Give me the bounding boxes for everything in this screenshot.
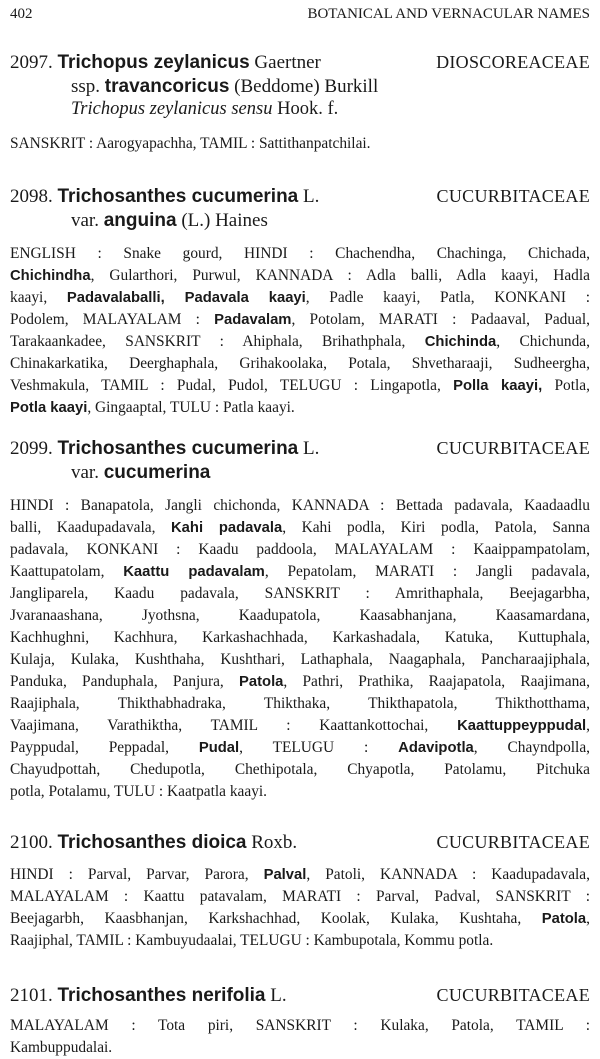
rank-prefix: var. [71,210,99,231]
vernacular-text: , Patoli, KANNADA : Kaadupadavala, [306,866,590,883]
vernacular-text: , Chayndpolla, [473,739,590,756]
vernacular-names [10,864,590,952]
entry-2098 [10,184,590,419]
text-line [10,649,590,671]
vernacular-text: , [586,910,590,927]
family-name: CUCURBITACEAE [436,438,590,458]
species-name: Trichosanthes cucumerina [57,438,299,459]
infraspecific-name: travancoricus [104,76,230,97]
species-name: Trichosanthes dioica [57,832,247,853]
entry-2101 [10,983,590,1059]
text-line [10,539,590,561]
page-number: 402 [10,6,33,22]
text-line [10,759,590,781]
entry-heading [10,436,590,461]
vernacular-names [10,243,590,419]
vernacular-text: Veshmakula, TAMIL : Pudal, Pudol, TELUGU : Lingapotla, [10,377,454,394]
vernacular-text: Chayudpottah, Chedupotla, Chethipotala, Chyapotla, Patolamu, Pitchuka [10,761,590,778]
primary-vernacular-name: Palval [263,867,307,883]
vernacular-text: Vaajimana, Varathiktha, TAMIL : Kaattankottochai, [10,717,458,734]
text-line [10,375,590,397]
vernacular-text: , Potolam, MARATI : Padaaval, Padual, [291,311,590,328]
primary-vernacular-name: Kaattuppeyppudal [457,718,587,734]
synonym-line [10,98,590,121]
primary-vernacular-name: Polla kaayi, [453,378,543,394]
vernacular-text: MALAYALAM : Tota piri, SANSKRIT : Kulaka, Patola, TAMIL : [10,1017,590,1034]
primary-vernacular-name: Padavalaballi, Padavala kaayi [66,290,306,306]
vernacular-text: , Pathri, Prathika, Raajapatola, Raajimana, [283,673,590,690]
primary-vernacular-name: Patola [239,674,284,690]
entry-heading [10,983,590,1008]
entry-heading [10,830,590,855]
vernacular-text: Raajiphala, Thikthabhadraka, Thikthaka, Thikthapatola, Thikthotthama, [10,695,590,712]
variety-line [10,461,590,484]
species-name: Trichosanthes cucumerina [57,186,299,207]
vernacular-text: Jvaranaashana, Jyothsna, Kaadupatola, Kaasabhanjana, Kaasamardana, [10,607,590,624]
text-line [10,309,590,331]
vernacular-text: , Chichunda, [496,333,590,350]
primary-vernacular-name: Padavalam [214,312,292,328]
vernacular-text: padavala, KONKANI : Kaadu paddoola, MALAYALAM : Kaaippampatolam, [10,541,590,558]
text-line [10,133,590,155]
family-name: DIOSCOREACEAE [436,52,590,72]
vernacular-text: Potla, [542,377,590,394]
vernacular-text: potla, Potalamu, TULU : Kaatpatla kaayi. [10,783,268,800]
infraspecific-name: cucumerina [103,462,211,483]
vernacular-text: SANSKRIT : Aarogyapachha, TAMIL : Sattithanpatchilai. [10,135,371,152]
text-line [10,864,590,886]
species-name: Trichopus zeylanicus [57,52,250,73]
species-author: Gaertner [254,52,321,73]
rank-prefix: var. [71,462,99,483]
entry-number: 2101. [10,985,53,1006]
vernacular-text: Kambuppudalai. [10,1039,113,1056]
vernacular-text: Jangliparela, Kaadu padavala, SANSKRIT : Amrithaphala, Beejagarbha, [10,585,590,602]
text-line [10,693,590,715]
vernacular-text: ENGLISH : Snake gourd, HINDI : Chachendha, Chachinga, Chichada, [10,245,590,262]
vernacular-text: , Pepatolam, MARATI : Jangli padavala, [264,563,591,580]
entry-number: 2099. [10,438,53,459]
subspecies-line [10,75,590,98]
text-line [10,715,590,737]
primary-vernacular-name: Chichindha [10,268,91,284]
vernacular-text: , Kahi podla, Kiri podla, Patola, Sanna [282,519,590,536]
text-line [10,331,590,353]
infraspecific-author: (L.) Haines [181,210,268,231]
entry-2099 [10,436,590,803]
infraspecific-name: anguina [103,210,177,231]
variety-line [10,209,590,232]
vernacular-text: Podolem, MALAYALAM : [10,311,215,328]
text-line [10,561,590,583]
species-author: Roxb. [251,832,298,853]
vernacular-text: , Gingaaptal, TULU : Patla kaayi. [87,399,295,416]
vernacular-text: Kachhughni, Kachhura, Karkashachhada, Karkashadala, Katuka, Kuttuphala, [10,629,590,646]
vernacular-text: Payppudal, Peppadal, [10,739,199,756]
text-line [10,353,590,375]
primary-vernacular-name: Patola [541,911,587,927]
text-line [10,886,590,908]
vernacular-text: MALAYALAM : Kaattu patavalam, MARATI : Parval, Padval, SANSKRIT : [10,888,590,905]
species-author: L. [303,186,320,207]
synonym-author: Hook. f. [277,99,339,119]
vernacular-text: balli, Kaadupadavala, [10,519,171,536]
primary-vernacular-name: Chichinda [424,334,497,350]
vernacular-text: HINDI : Parval, Parvar, Parora, [10,866,264,883]
family-name: CUCURBITACEAE [436,985,590,1005]
primary-vernacular-name: Potla kaayi [10,400,88,416]
text-line [10,781,590,803]
text-line [10,737,590,759]
primary-vernacular-name: Adavipotla [398,740,474,756]
family-name: CUCURBITACEAE [436,832,590,852]
text-line [10,495,590,517]
entry-2100 [10,830,590,952]
text-line [10,930,590,952]
entry-number: 2100. [10,832,53,853]
infraspecific-author: (Beddome) Burkill [234,76,379,97]
vernacular-text: Chinakarkatika, Deerghaphala, Grihakoolaka, Potala, Shvetharaaji, Sudheergha, [10,355,590,372]
primary-vernacular-name: Pudal [198,740,240,756]
species-name: Trichosanthes nerifolia [57,985,266,1006]
text-line [10,1015,590,1037]
text-line [10,671,590,693]
species-author: L. [303,438,320,459]
text-line [10,265,590,287]
family-name: CUCURBITACEAE [436,186,590,206]
text-line [10,243,590,265]
vernacular-text: Panduka, Panduphala, Panjura, [10,673,239,690]
rank-prefix: ssp. [71,76,101,97]
text-line [10,605,590,627]
vernacular-text: kaayi, [10,289,67,306]
page-header [10,6,590,23]
primary-vernacular-name: Kaattu padavalam [123,564,265,580]
entry-2097 [10,50,590,155]
running-title: BOTANICAL AND VERNACULAR NAMES [307,6,590,22]
vernacular-text: HINDI : Banapatola, Jangli chichonda, KANNADA : Bettada padavala, Kaadaadlu [10,497,590,514]
primary-vernacular-name: Kahi padavala [170,520,283,536]
text-line [10,908,590,930]
entry-number: 2097. [10,52,53,73]
vernacular-text: Raajiphal, TAMIL : Kambuyudaalai, TELUGU : Kambupotala, Kommu potla. [10,932,494,949]
vernacular-text: Kulaja, Kulaka, Kushthaha, Kushthari, Lathaphala, Naagaphala, Pancharaajiphala, [10,651,590,668]
entry-heading [10,184,590,209]
vernacular-text: Beejagarbh, Kaasbhanjan, Karkshachhad, Koolak, Kulaka, Kushtaha, [10,910,542,927]
vernacular-text: Kaattupatolam, [10,563,124,580]
synonym-name: Trichopus zeylanicus sensu [71,99,273,119]
vernacular-text: , Padle kaayi, Patla, KONKANI : [305,289,590,306]
vernacular-names [10,495,590,803]
vernacular-text: Tarakaankadee, SANSKRIT : Ahiphala, Brihathphala, [10,333,425,350]
vernacular-text: , [586,717,590,734]
vernacular-text: , TELUGU : [239,739,399,756]
entry-number: 2098. [10,186,53,207]
species-author: L. [270,985,287,1006]
entry-heading [10,50,590,75]
text-line [10,1037,590,1059]
text-line [10,517,590,539]
vernacular-text: , Gularthori, Purwul, KANNADA : Adla balli, Adla kaayi, Hadla [90,267,590,284]
text-line [10,287,590,309]
vernacular-names [10,133,590,155]
vernacular-names [10,1015,590,1059]
text-line [10,397,590,419]
text-line [10,627,590,649]
text-line [10,583,590,605]
